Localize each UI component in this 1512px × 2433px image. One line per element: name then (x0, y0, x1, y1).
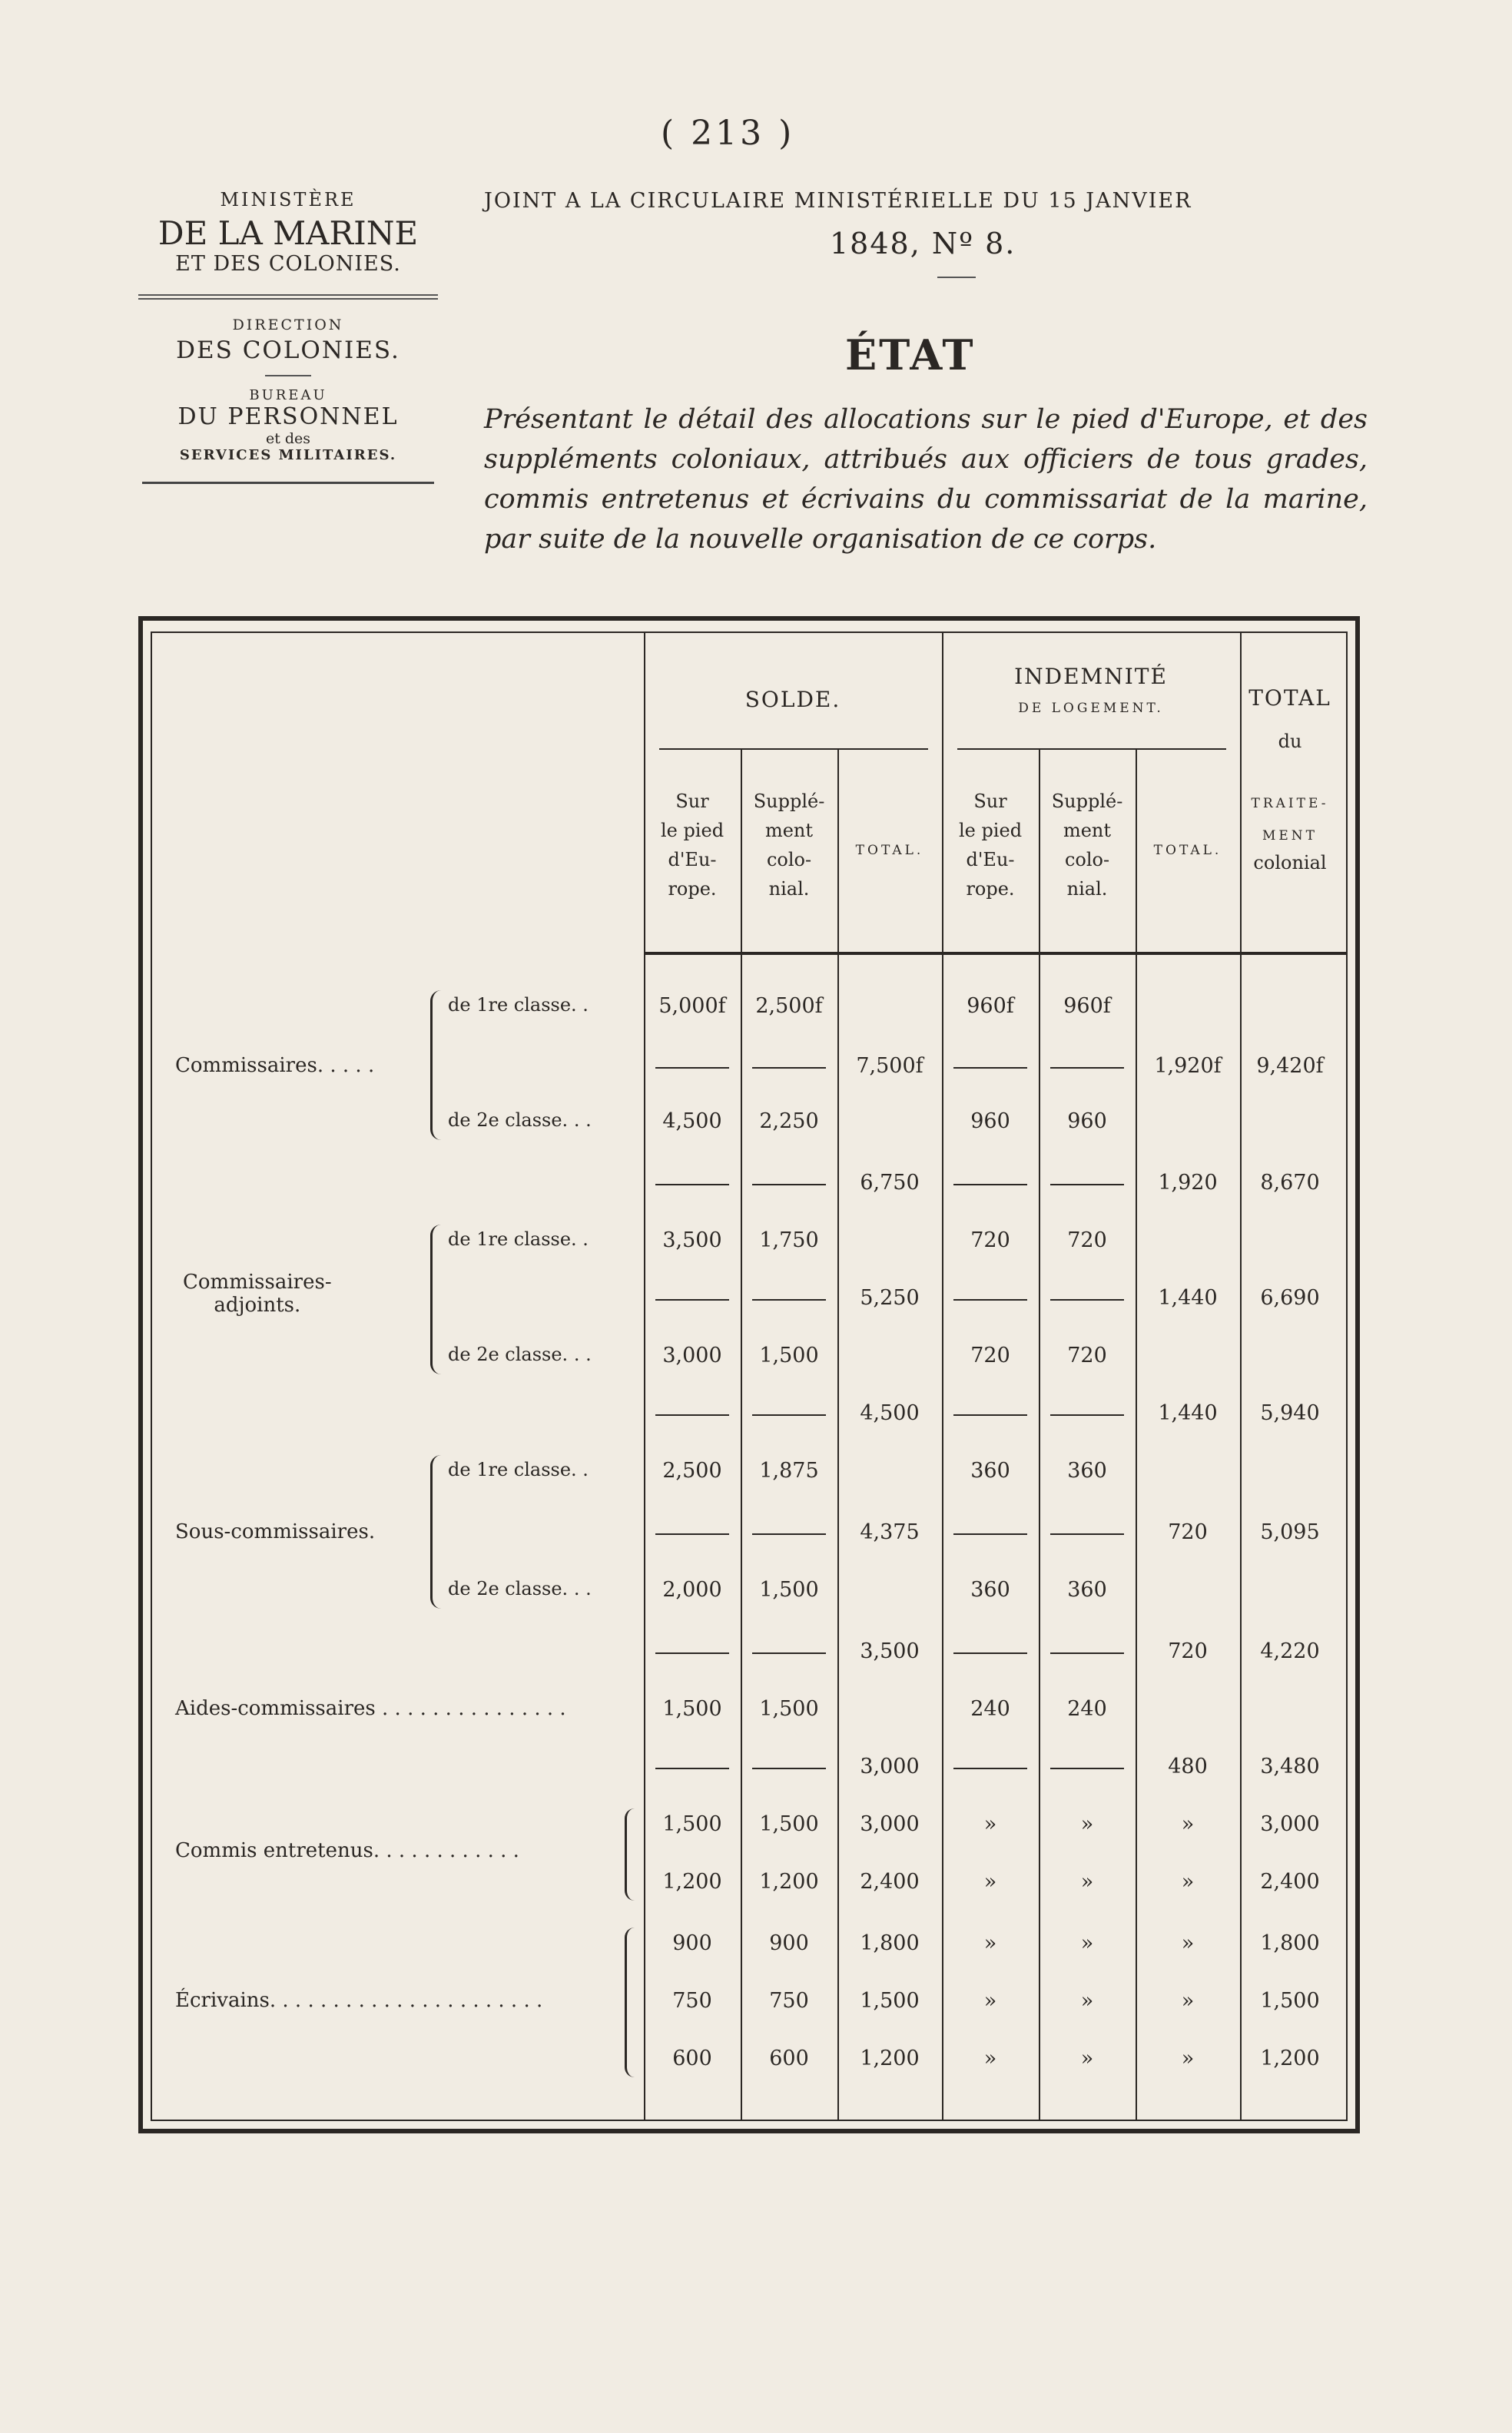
table-cell: 720 (970, 1344, 1010, 1367)
class-label: de 1re classe. . (448, 994, 589, 1016)
class-label: de 2e classe. . . (448, 1578, 592, 1599)
services-label: SERVICES MILITAIRES. (179, 447, 397, 463)
table-cell: 2,500f (755, 994, 823, 1018)
solde-total-header: TOTAL. (855, 843, 924, 858)
table-cell: 5,095 (1260, 1520, 1320, 1544)
table-cell: 960f (1063, 994, 1111, 1018)
table-cell: 960 (1067, 1109, 1107, 1133)
page-number: ( 213 ) (661, 114, 795, 153)
table-cell: 5,250 (860, 1286, 920, 1310)
dash-rule (655, 1652, 729, 1654)
table-cell: 4,500 (860, 1401, 920, 1425)
table-cell: 1,750 (759, 1228, 819, 1252)
brace (430, 1225, 442, 1374)
table-cell: 1,875 (759, 1459, 819, 1483)
intro-text: Présentant le détail des allocations sur le pied d'Europe, et des suppléments coloniaux, attribués aux officiers de tous grades, commis entretenus et écrivains du commissariat de la marine, par suite de la nouvelle organisation de ce corps. (484, 404, 1368, 555)
table-cell: 720 (1168, 1520, 1208, 1544)
table-cell: 1,800 (860, 1931, 920, 1955)
circular-reference: JOINT A LA CIRCULAIRE MINISTÉRIELLE DU 15 JANVIER (484, 189, 1192, 213)
ministry-header (131, 189, 446, 484)
direction-name: DES COLONIES. (176, 336, 400, 364)
dash-rule (655, 1299, 729, 1301)
table-cell: 1,200 (759, 1870, 819, 1894)
table-cell: 4,500 (662, 1109, 722, 1133)
table-cell: » (1181, 1989, 1195, 2013)
table-cell: 6,750 (860, 1171, 920, 1195)
table-cell: 1,500 (662, 1697, 722, 1721)
dash-rule (752, 1414, 826, 1416)
solde-header: SOLDE. (744, 687, 841, 712)
dash-rule (655, 1533, 729, 1535)
table-cell: 1,440 (1158, 1286, 1218, 1310)
etat-title: ÉTAT (845, 330, 976, 380)
total-ment: MENT (1262, 828, 1318, 844)
dash-rule (752, 1768, 826, 1769)
class-label: de 1re classe. . (448, 1459, 589, 1480)
table-cell: 720 (970, 1228, 1010, 1252)
table-cell: 360 (970, 1459, 1010, 1483)
table-cell: 360 (1067, 1578, 1107, 1602)
category-name: Commissaires- adjoints. (183, 1271, 332, 1317)
double-rule (138, 294, 438, 300)
col-divider (741, 750, 742, 2120)
dash-rule (752, 1652, 826, 1654)
table-cell: » (1080, 1931, 1094, 1955)
total-colonial: colonial (1253, 852, 1327, 873)
table-cell: 3,000 (662, 1344, 722, 1367)
bureau-label: BUREAU (249, 387, 327, 403)
total-traitement: TRAITE- (1251, 796, 1329, 811)
colonies-label: ET DES COLONIES. (175, 252, 401, 276)
table-cell: 2,250 (759, 1109, 819, 1133)
section-rule (142, 482, 434, 484)
table-cell: 600 (769, 2047, 809, 2070)
dash-rule (655, 1184, 729, 1185)
table-cell: 750 (769, 1989, 809, 2013)
indemnite-header: INDEMNITÉ (1014, 664, 1168, 689)
table-cell: 750 (672, 1989, 712, 2013)
table-cell: » (1181, 2047, 1195, 2070)
supplement-header: Supplé- ment colo- nial. (753, 791, 825, 900)
table-cell: » (1181, 1931, 1195, 1955)
table-cell: 3,000 (860, 1755, 920, 1778)
table-cell: 5,940 (1260, 1401, 1320, 1425)
dash-rule (953, 1652, 1027, 1654)
table-cell: 360 (970, 1578, 1010, 1602)
table-cell: 7,500f (856, 1054, 923, 1078)
table-cell: 720 (1168, 1639, 1208, 1663)
class-label: de 1re classe. . (448, 1228, 589, 1250)
table-cell: 1,200 (1260, 2047, 1320, 2070)
table-cell: 3,500 (860, 1639, 920, 1663)
table-cell: 8,670 (1260, 1171, 1320, 1195)
category-name: Commissaires. . . . . (175, 1054, 375, 1077)
table-cell: 1,500 (759, 1812, 819, 1836)
dash-rule (655, 1067, 729, 1069)
dash-rule (1050, 1184, 1124, 1185)
indemnite-rule (957, 748, 1226, 750)
circular-date: 1848, Nº 8. (830, 227, 1016, 260)
sur-le-pied-header: Sur le pied d'Eu- rope. (660, 791, 724, 900)
dash-rule (752, 1184, 826, 1185)
brace (430, 990, 442, 1140)
ministere-label: MINISTÈRE (220, 189, 356, 210)
table-cell: 1,500 (759, 1578, 819, 1602)
table-cell: 6,690 (1260, 1286, 1320, 1310)
table-cell: 360 (1067, 1459, 1107, 1483)
dash-rule (953, 1533, 1027, 1535)
dash-rule (1050, 1652, 1124, 1654)
table-cell: 4,375 (860, 1520, 920, 1544)
table-cell: 960f (967, 994, 1014, 1018)
class-label: de 2e classe. . . (448, 1344, 592, 1365)
table-cell: 900 (769, 1931, 809, 1955)
et-des-label: et des (265, 430, 311, 447)
dash-rule (1050, 1414, 1124, 1416)
table-cell: 4,220 (1260, 1639, 1320, 1663)
table-inner (151, 631, 1348, 2121)
table-cell: 1,200 (662, 1870, 722, 1894)
total-du: du (1278, 731, 1302, 752)
dash-rule (953, 1414, 1027, 1416)
table-cell: 2,400 (860, 1870, 920, 1894)
table-cell: 1,800 (1260, 1931, 1320, 1955)
category-name: Écrivains. . . . . . . . . . . . . . . . . . . . . . (175, 1989, 543, 2012)
short-rule-right (937, 277, 976, 278)
table-cell: 3,000 (1260, 1812, 1320, 1836)
col-divider (1039, 750, 1040, 2120)
supplement-header: Supplé- ment colo- nial. (1051, 791, 1123, 900)
table-cell: » (1181, 1870, 1195, 1894)
table-cell: 1,200 (860, 2047, 920, 2070)
table-cell: 2,500 (662, 1459, 722, 1483)
table-cell: 600 (672, 2047, 712, 2070)
table-cell: 9,420f (1256, 1054, 1324, 1078)
short-rule (265, 375, 311, 376)
dash-rule (752, 1299, 826, 1301)
table-cell: 2,000 (662, 1578, 722, 1602)
table-cell: 1,920 (1158, 1171, 1218, 1195)
table-cell: 1,500 (759, 1344, 819, 1367)
dash-rule (655, 1768, 729, 1769)
table-cell: 1,500 (860, 1989, 920, 2013)
table-cell: » (1080, 2047, 1094, 2070)
table-cell: 1,440 (1158, 1401, 1218, 1425)
dash-rule (953, 1768, 1027, 1769)
table-cell: 240 (1067, 1697, 1107, 1721)
class-label: de 2e classe. . . (448, 1109, 592, 1131)
solde-rule (659, 748, 928, 750)
table-cell: 480 (1168, 1755, 1208, 1778)
marine-label: DE LA MARINE (158, 214, 419, 252)
table-cell: » (983, 1870, 997, 1894)
table-cell: » (1080, 1812, 1094, 1836)
table-cell: 720 (1067, 1344, 1107, 1367)
table-cell: 720 (1067, 1228, 1107, 1252)
dash-rule (953, 1067, 1027, 1069)
table-cell: » (983, 1812, 997, 1836)
table-cell: 3,000 (860, 1812, 920, 1836)
dash-rule (1050, 1533, 1124, 1535)
dash-rule (1050, 1299, 1124, 1301)
table-cell: » (1080, 1989, 1094, 2013)
table-cell: 3,480 (1260, 1755, 1320, 1778)
table-cell: » (1080, 1870, 1094, 1894)
table-cell: 900 (672, 1931, 712, 1955)
dash-rule (752, 1067, 826, 1069)
dash-rule (953, 1184, 1027, 1185)
table-cell: 1,500 (759, 1697, 819, 1721)
allocation-table (138, 616, 1360, 2133)
indemnite-total-header: TOTAL. (1153, 843, 1222, 858)
brace (625, 1928, 635, 2077)
col-divider (837, 750, 839, 2120)
col-divider (1136, 750, 1137, 2120)
table-cell: 3,500 (662, 1228, 722, 1252)
table-cell: » (983, 2047, 997, 2070)
category-name: Aides-commissaires . . . . . . . . . . . . . . . (175, 1697, 566, 1720)
brace (430, 1455, 442, 1609)
dash-rule (1050, 1067, 1124, 1069)
dash-rule (752, 1533, 826, 1535)
header-bottom-rule (644, 952, 1346, 955)
table-cell: 5,000f (658, 994, 726, 1018)
dash-rule (655, 1414, 729, 1416)
table-cell: » (1181, 1812, 1195, 1836)
brace (625, 1808, 635, 1901)
table-cell: » (983, 1931, 997, 1955)
dash-rule (1050, 1768, 1124, 1769)
table-cell: 1,500 (1260, 1989, 1320, 2013)
category-name: Sous-commissaires. (175, 1520, 376, 1543)
table-cell: 2,400 (1260, 1870, 1320, 1894)
table-cell: » (983, 1989, 997, 2013)
direction-label: DIRECTION (232, 317, 344, 333)
dash-rule (953, 1299, 1027, 1301)
table-cell: 1,500 (662, 1812, 722, 1836)
category-name: Commis entretenus. . . . . . . . . . . . (175, 1839, 519, 1862)
table-cell: 240 (970, 1697, 1010, 1721)
table-cell: 960 (970, 1109, 1010, 1133)
total-header: TOTAL (1248, 685, 1331, 711)
bureau-name: DU PERSONNEL (177, 403, 399, 430)
sur-le-pied-header: Sur le pied d'Eu- rope. (958, 791, 1023, 900)
logement-header: DE LOGEMENT. (1018, 701, 1164, 716)
table-cell: 1,920f (1154, 1054, 1222, 1078)
